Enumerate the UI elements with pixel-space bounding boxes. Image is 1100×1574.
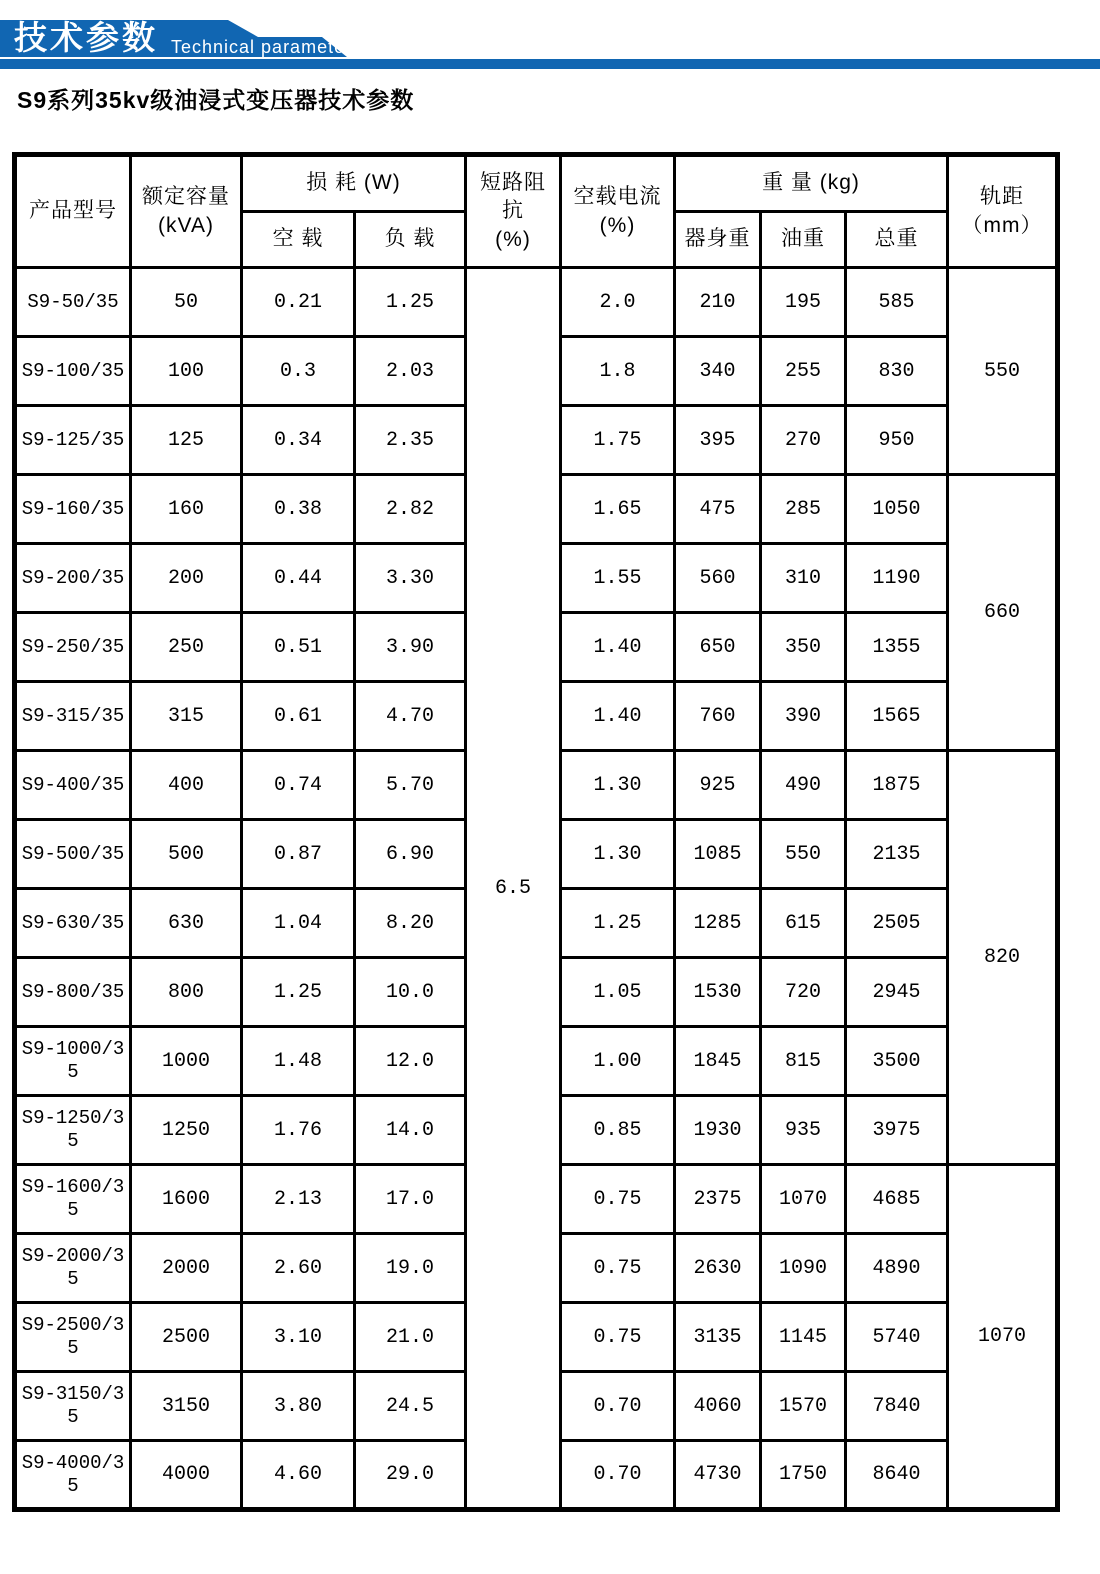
product-model-cell: S9-3150/35 xyxy=(15,1372,131,1441)
col-header-total-weight: 总重 xyxy=(846,212,948,268)
total-weight-cell: 3500 xyxy=(846,1027,948,1096)
on-load-loss-cell: 12.0 xyxy=(355,1027,466,1096)
on-load-loss-cell: 2.82 xyxy=(355,475,466,544)
product-model-cell: S9-500/35 xyxy=(15,820,131,889)
total-weight-cell: 950 xyxy=(846,406,948,475)
no-load-loss-cell: 1.76 xyxy=(242,1096,355,1165)
no-load-loss-cell: 0.38 xyxy=(242,475,355,544)
no-load-current-cell: 2.0 xyxy=(561,268,675,337)
total-weight-cell: 4685 xyxy=(846,1165,948,1234)
body-weight-cell: 1930 xyxy=(675,1096,761,1165)
oil-weight-cell: 195 xyxy=(761,268,846,337)
no-load-loss-cell: 2.13 xyxy=(242,1165,355,1234)
no-load-current-cell: 0.85 xyxy=(561,1096,675,1165)
oil-weight-cell: 615 xyxy=(761,889,846,958)
body-weight-cell: 925 xyxy=(675,751,761,820)
gauge-value-cell: 1070 xyxy=(948,1165,1058,1510)
total-weight-cell: 8640 xyxy=(846,1441,948,1510)
on-load-loss-cell: 10.0 xyxy=(355,958,466,1027)
body-weight-cell: 4060 xyxy=(675,1372,761,1441)
product-model-cell: S9-250/35 xyxy=(15,613,131,682)
capacity-cell: 50 xyxy=(131,268,242,337)
body-weight-cell: 475 xyxy=(675,475,761,544)
on-load-loss-cell: 5.70 xyxy=(355,751,466,820)
body-weight-cell: 760 xyxy=(675,682,761,751)
product-model-cell: S9-160/35 xyxy=(15,475,131,544)
body-weight-cell: 650 xyxy=(675,613,761,682)
on-load-loss-cell: 1.25 xyxy=(355,268,466,337)
body-weight-cell: 395 xyxy=(675,406,761,475)
no-load-loss-cell: 3.80 xyxy=(242,1372,355,1441)
no-load-current-cell: 0.75 xyxy=(561,1303,675,1372)
col-header-product-model: 产品型号 xyxy=(15,155,131,268)
banner-title-en: Technical parameter xyxy=(171,37,353,57)
no-load-loss-cell: 0.61 xyxy=(242,682,355,751)
oil-weight-cell: 1070 xyxy=(761,1165,846,1234)
no-load-current-cell: 1.25 xyxy=(561,889,675,958)
gauge-value-cell: 820 xyxy=(948,751,1058,1165)
product-model-cell: S9-315/35 xyxy=(15,682,131,751)
page-title: S9系列35kv级油浸式变压器技术参数 xyxy=(17,87,415,113)
capacity-cell: 315 xyxy=(131,682,242,751)
oil-weight-cell: 285 xyxy=(761,475,846,544)
no-load-current-cell: 0.75 xyxy=(561,1234,675,1303)
col-header-loss: 损 耗 (W) xyxy=(242,155,466,212)
oil-weight-cell: 550 xyxy=(761,820,846,889)
no-load-current-cell: 1.00 xyxy=(561,1027,675,1096)
no-load-loss-cell: 3.10 xyxy=(242,1303,355,1372)
no-load-loss-cell: 0.74 xyxy=(242,751,355,820)
on-load-loss-cell: 29.0 xyxy=(355,1441,466,1510)
oil-weight-cell: 270 xyxy=(761,406,846,475)
product-model-cell: S9-2000/35 xyxy=(15,1234,131,1303)
total-weight-cell: 585 xyxy=(846,268,948,337)
on-load-loss-cell: 2.35 xyxy=(355,406,466,475)
rated-capacity-line1: 额定容量 xyxy=(142,185,230,209)
no-load-loss-cell: 1.25 xyxy=(242,958,355,1027)
body-weight-cell: 340 xyxy=(675,337,761,406)
on-load-loss-cell: 2.03 xyxy=(355,337,466,406)
body-weight-cell: 1845 xyxy=(675,1027,761,1096)
table-row xyxy=(15,268,1058,337)
body-weight-cell: 1530 xyxy=(675,958,761,1027)
body-weight-cell: 2375 xyxy=(675,1165,761,1234)
banner xyxy=(0,0,1100,78)
col-header-body-weight: 器身重 xyxy=(675,212,761,268)
no-load-current-cell: 0.70 xyxy=(561,1372,675,1441)
body-weight-cell: 3135 xyxy=(675,1303,761,1372)
product-model-cell: S9-1250/35 xyxy=(15,1096,131,1165)
no-load-current-cell: 1.40 xyxy=(561,682,675,751)
no-load-current-cell: 1.65 xyxy=(561,475,675,544)
gauge-line2: （mm） xyxy=(961,213,1043,237)
rated-capacity-line2: (kVA) xyxy=(158,213,214,237)
no-load-current-cell: 1.30 xyxy=(561,751,675,820)
total-weight-cell: 1050 xyxy=(846,475,948,544)
oil-weight-cell: 1750 xyxy=(761,1441,846,1510)
total-weight-cell: 2135 xyxy=(846,820,948,889)
no-load-current-cell: 0.70 xyxy=(561,1441,675,1510)
no-load-loss-cell: 0.51 xyxy=(242,613,355,682)
col-header-gauge xyxy=(948,155,1058,268)
product-model-cell: S9-125/35 xyxy=(15,406,131,475)
no-load-current-line2: (%) xyxy=(599,213,636,237)
no-load-current-cell: 1.30 xyxy=(561,820,675,889)
body-weight-cell: 1285 xyxy=(675,889,761,958)
col-header-weight: 重 量 (kg) xyxy=(675,155,948,212)
oil-weight-cell: 935 xyxy=(761,1096,846,1165)
product-model-cell: S9-1000/35 xyxy=(15,1027,131,1096)
no-load-loss-cell: 0.44 xyxy=(242,544,355,613)
oil-weight-cell: 390 xyxy=(761,682,846,751)
body-weight-cell: 2630 xyxy=(675,1234,761,1303)
product-model-cell: S9-200/35 xyxy=(15,544,131,613)
oil-weight-cell: 310 xyxy=(761,544,846,613)
total-weight-cell: 2945 xyxy=(846,958,948,1027)
col-header-impedance xyxy=(466,155,561,268)
on-load-loss-cell: 24.5 xyxy=(355,1372,466,1441)
oil-weight-cell: 1570 xyxy=(761,1372,846,1441)
no-load-loss-cell: 4.60 xyxy=(242,1441,355,1510)
total-weight-cell: 1355 xyxy=(846,613,948,682)
capacity-cell: 100 xyxy=(131,337,242,406)
oil-weight-cell: 1145 xyxy=(761,1303,846,1372)
gauge-line1: 轨距 xyxy=(980,185,1025,209)
product-model-cell: S9-400/35 xyxy=(15,751,131,820)
capacity-cell: 3150 xyxy=(131,1372,242,1441)
impedance-line2: 抗 xyxy=(502,199,525,223)
oil-weight-cell: 255 xyxy=(761,337,846,406)
banner-title-cn: 技术参数 xyxy=(14,19,158,56)
no-load-loss-cell: 0.87 xyxy=(242,820,355,889)
capacity-cell: 500 xyxy=(131,820,242,889)
no-load-current-cell: 0.75 xyxy=(561,1165,675,1234)
spec-table xyxy=(12,152,1060,1512)
gauge-value-cell: 660 xyxy=(948,475,1058,751)
no-load-loss-cell: 0.34 xyxy=(242,406,355,475)
impedance-value-cell: 6.5 xyxy=(466,268,561,1510)
product-model-cell: S9-4000/35 xyxy=(15,1441,131,1510)
no-load-current-cell: 1.55 xyxy=(561,544,675,613)
product-model-cell: S9-800/35 xyxy=(15,958,131,1027)
oil-weight-cell: 815 xyxy=(761,1027,846,1096)
body-weight-cell: 560 xyxy=(675,544,761,613)
no-load-current-cell: 1.8 xyxy=(561,337,675,406)
no-load-loss-cell: 1.48 xyxy=(242,1027,355,1096)
capacity-cell: 1000 xyxy=(131,1027,242,1096)
banner-strip xyxy=(0,59,1100,69)
impedance-line1: 短路阻 xyxy=(480,170,547,194)
body-weight-cell: 4730 xyxy=(675,1441,761,1510)
impedance-line3: (%) xyxy=(495,227,531,251)
product-model-cell: S9-50/35 xyxy=(15,268,131,337)
product-model-cell: S9-630/35 xyxy=(15,889,131,958)
capacity-cell: 200 xyxy=(131,544,242,613)
on-load-loss-cell: 6.90 xyxy=(355,820,466,889)
capacity-cell: 125 xyxy=(131,406,242,475)
body-weight-cell: 210 xyxy=(675,268,761,337)
on-load-loss-cell: 3.90 xyxy=(355,613,466,682)
total-weight-cell: 5740 xyxy=(846,1303,948,1372)
capacity-cell: 4000 xyxy=(131,1441,242,1510)
oil-weight-cell: 350 xyxy=(761,613,846,682)
no-load-current-cell: 1.75 xyxy=(561,406,675,475)
on-load-loss-cell: 4.70 xyxy=(355,682,466,751)
no-load-current-line1: 空载电流 xyxy=(573,185,662,209)
total-weight-cell: 4890 xyxy=(846,1234,948,1303)
capacity-cell: 2000 xyxy=(131,1234,242,1303)
no-load-loss-cell: 1.04 xyxy=(242,889,355,958)
col-header-rated-capacity xyxy=(131,155,242,268)
capacity-cell: 1250 xyxy=(131,1096,242,1165)
capacity-cell: 250 xyxy=(131,613,242,682)
on-load-loss-cell: 8.20 xyxy=(355,889,466,958)
body-weight-cell: 1085 xyxy=(675,820,761,889)
on-load-loss-cell: 21.0 xyxy=(355,1303,466,1372)
capacity-cell: 1600 xyxy=(131,1165,242,1234)
product-model-cell: S9-2500/35 xyxy=(15,1303,131,1372)
on-load-loss-cell: 17.0 xyxy=(355,1165,466,1234)
total-weight-cell: 2505 xyxy=(846,889,948,958)
product-model-cell: S9-1600/35 xyxy=(15,1165,131,1234)
on-load-loss-cell: 14.0 xyxy=(355,1096,466,1165)
oil-weight-cell: 1090 xyxy=(761,1234,846,1303)
oil-weight-cell: 490 xyxy=(761,751,846,820)
gauge-value-cell: 550 xyxy=(948,268,1058,475)
total-weight-cell: 7840 xyxy=(846,1372,948,1441)
on-load-loss-cell: 19.0 xyxy=(355,1234,466,1303)
no-load-loss-cell: 0.3 xyxy=(242,337,355,406)
no-load-current-cell: 1.40 xyxy=(561,613,675,682)
capacity-cell: 2500 xyxy=(131,1303,242,1372)
capacity-cell: 160 xyxy=(131,475,242,544)
oil-weight-cell: 720 xyxy=(761,958,846,1027)
col-header-no-load-current xyxy=(561,155,675,268)
total-weight-cell: 1190 xyxy=(846,544,948,613)
total-weight-cell: 3975 xyxy=(846,1096,948,1165)
capacity-cell: 800 xyxy=(131,958,242,1027)
capacity-cell: 400 xyxy=(131,751,242,820)
product-model-cell: S9-100/35 xyxy=(15,337,131,406)
col-header-on-load-loss: 负 载 xyxy=(355,212,466,268)
on-load-loss-cell: 3.30 xyxy=(355,544,466,613)
col-header-no-load-loss: 空 载 xyxy=(242,212,355,268)
total-weight-cell: 1875 xyxy=(846,751,948,820)
total-weight-cell: 1565 xyxy=(846,682,948,751)
capacity-cell: 630 xyxy=(131,889,242,958)
total-weight-cell: 830 xyxy=(846,337,948,406)
col-header-oil-weight: 油重 xyxy=(761,212,846,268)
no-load-loss-cell: 2.60 xyxy=(242,1234,355,1303)
no-load-current-cell: 1.05 xyxy=(561,958,675,1027)
no-load-loss-cell: 0.21 xyxy=(242,268,355,337)
